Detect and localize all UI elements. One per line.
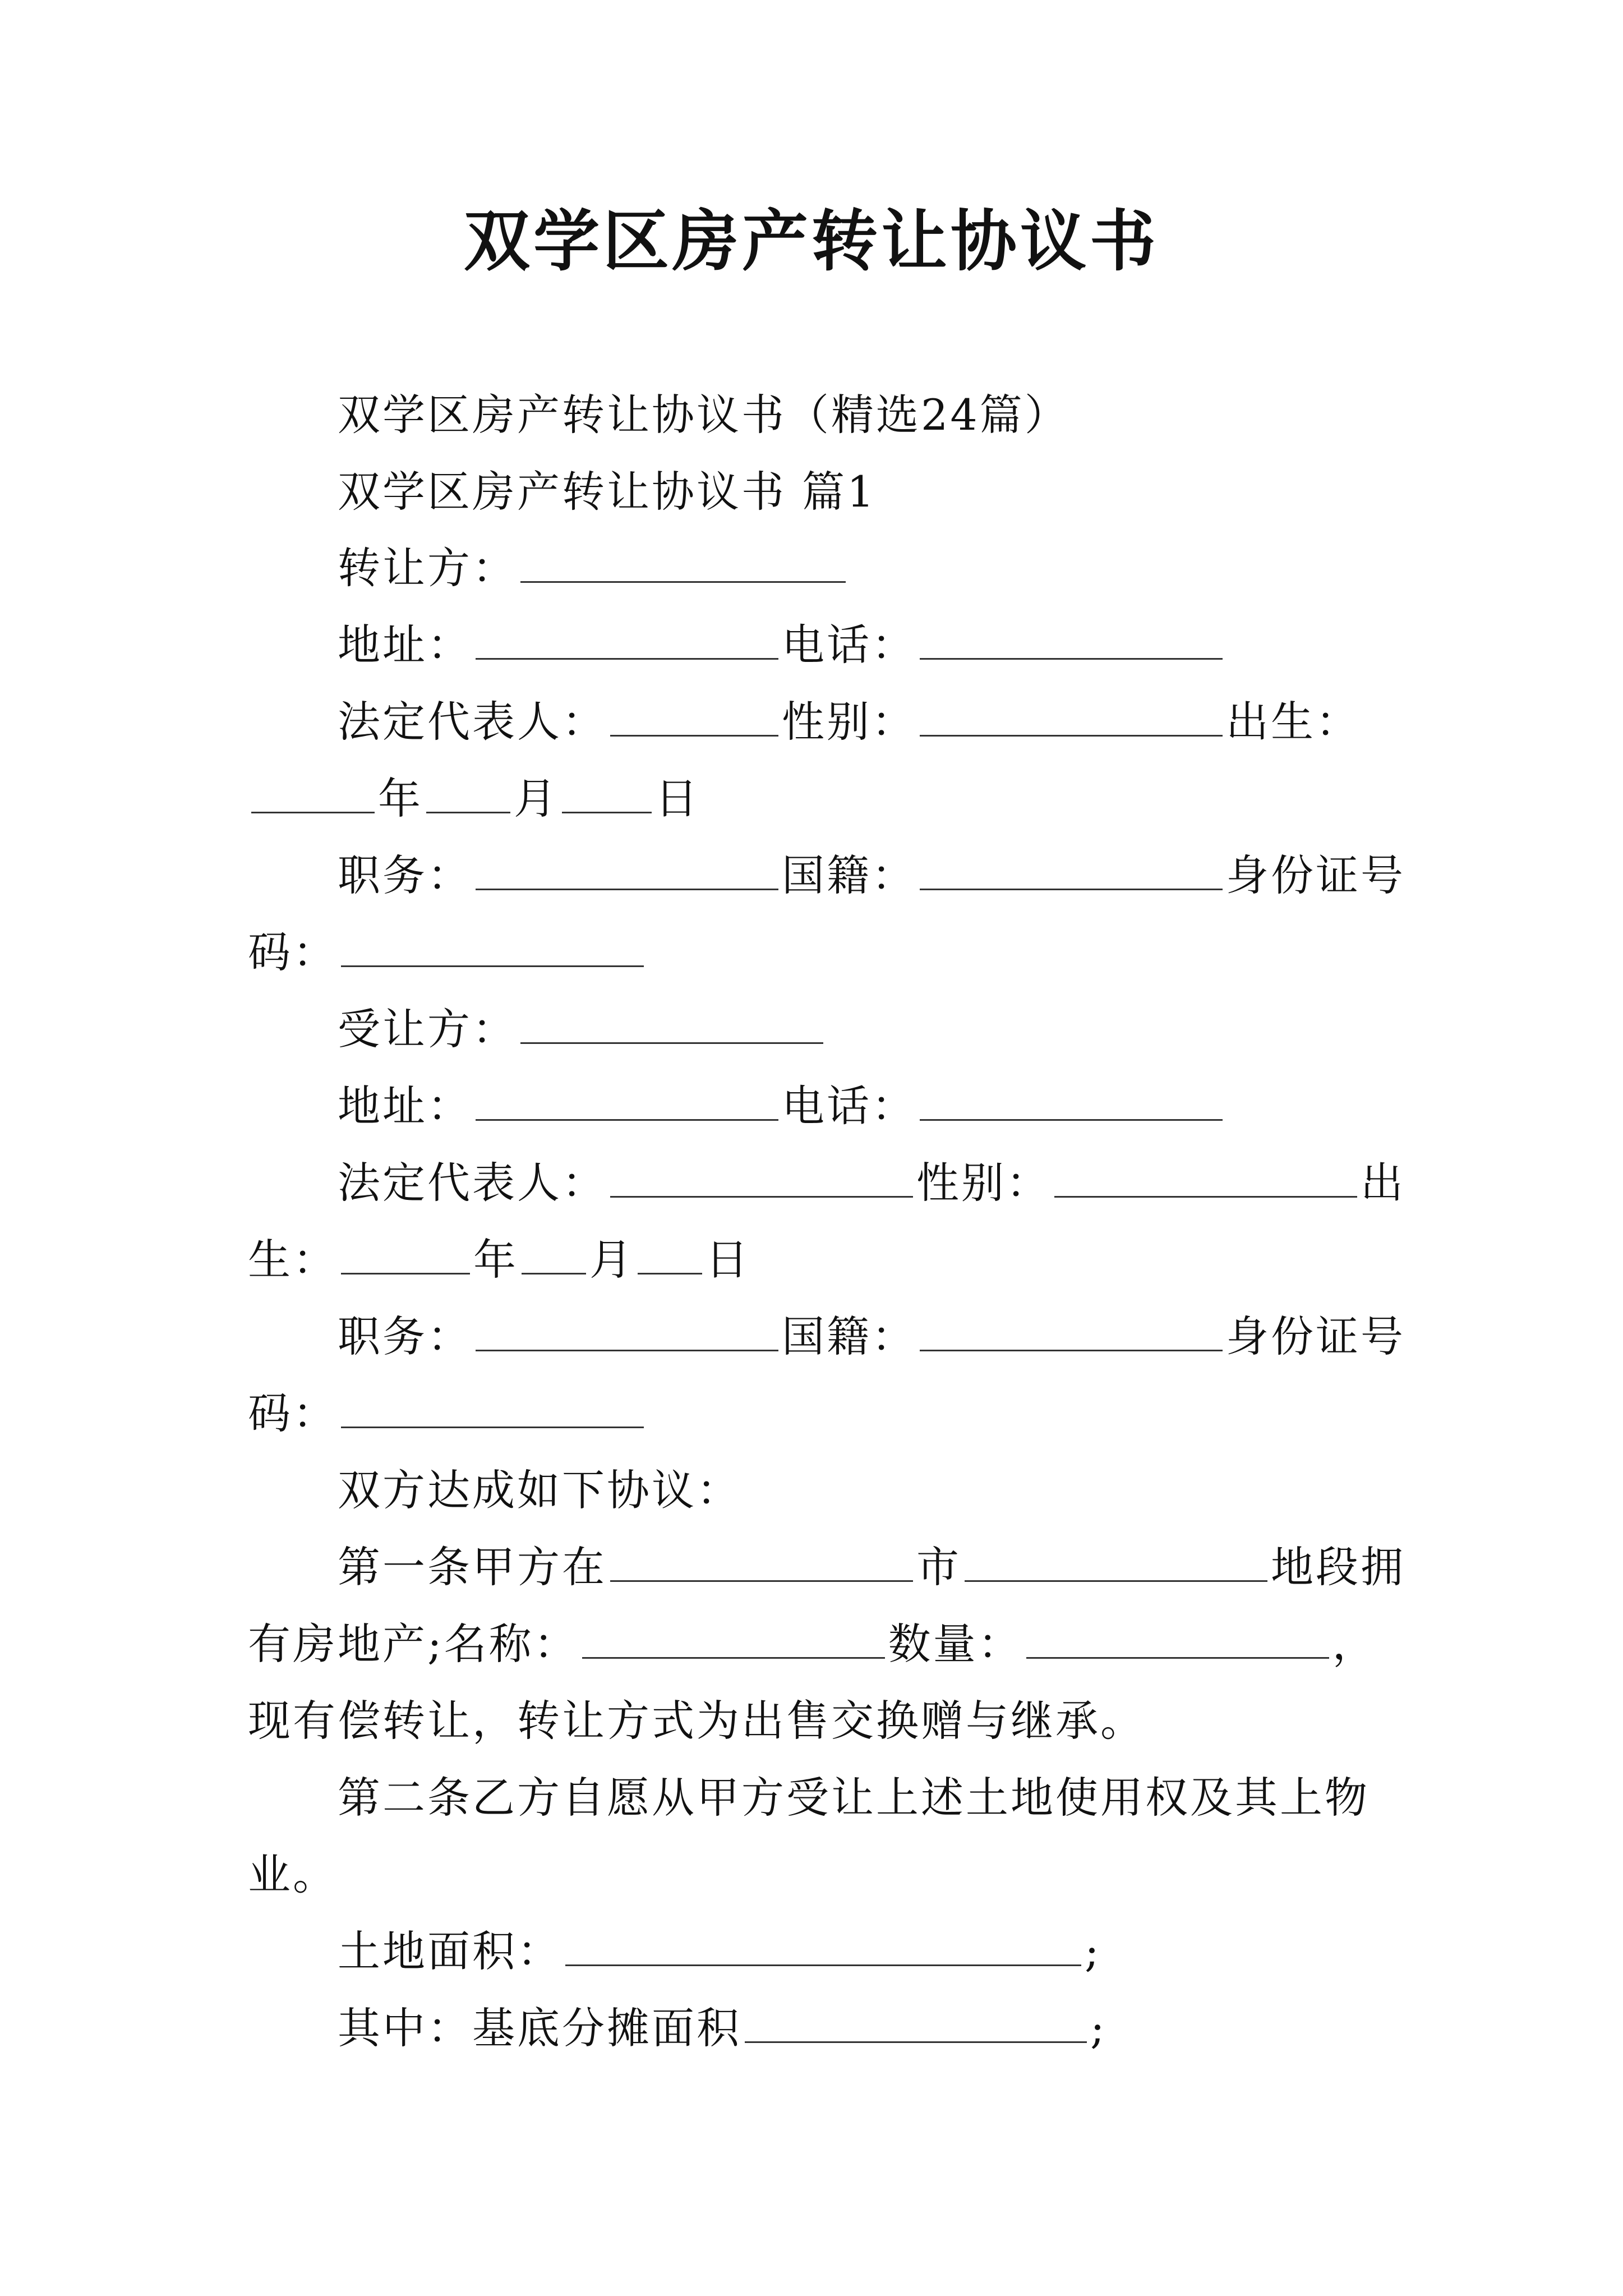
transferor-line	[338, 537, 849, 599]
transferee-rep-line	[338, 1152, 1405, 1214]
article-1-text: 第一条甲方在	[338, 1542, 607, 1592]
transferor-rep-line	[338, 691, 1361, 753]
agreement-intro: 双方达成如下协议：	[338, 1465, 741, 1515]
name-blank[interactable]	[582, 1616, 885, 1659]
land-area-label: 土地面积：	[338, 1926, 562, 1976]
day-blank[interactable]	[638, 1231, 702, 1274]
month-label: 月	[589, 1235, 634, 1285]
transferee-label: 受让方：	[338, 1004, 517, 1054]
position-blank[interactable]	[476, 1308, 778, 1351]
section-heading: 双学区房产转让协议书 篇1	[338, 467, 877, 517]
nationality-label: 国籍：	[782, 850, 916, 900]
legal-rep-blank[interactable]	[610, 1154, 913, 1198]
qty-blank[interactable]	[1026, 1616, 1329, 1659]
phone-blank[interactable]	[920, 1078, 1223, 1121]
id-blank[interactable]	[341, 924, 644, 967]
month-label: 月	[514, 774, 559, 823]
article-1-line-3: 现有偿转让，转让方式为出售交换赠与继承。	[248, 1696, 1145, 1746]
position-blank[interactable]	[476, 847, 778, 890]
day-label: 日	[706, 1235, 750, 1285]
transferee-position-line	[338, 1306, 1405, 1368]
transferor-address-line	[338, 614, 1226, 676]
position-label: 职务：	[338, 850, 472, 900]
document-title: 双学区房产转让协议书	[463, 202, 1159, 280]
transferee-blank[interactable]	[520, 1001, 823, 1044]
city-label: 市	[916, 1542, 961, 1592]
gender-label: 性别：	[916, 1158, 1051, 1208]
id-label: 身份证号	[1226, 1312, 1405, 1361]
year-blank[interactable]	[341, 1231, 470, 1274]
nationality-blank[interactable]	[920, 847, 1223, 890]
transferee-address-line	[338, 1075, 1226, 1137]
article-2-line-2: 业。	[248, 1849, 338, 1899]
comma: ，	[1332, 1619, 1377, 1669]
birth-label-cont: 生：	[248, 1235, 338, 1285]
month-blank[interactable]	[426, 770, 510, 813]
gender-blank[interactable]	[920, 693, 1223, 737]
position-label: 职务：	[338, 1312, 472, 1361]
day-blank[interactable]	[562, 770, 652, 813]
base-area-label: 其中：基底分摊面积	[338, 2003, 741, 2053]
id-label: 身份证号	[1226, 850, 1405, 900]
city-blank[interactable]	[610, 1539, 913, 1582]
id-label-cont: 码：	[248, 927, 338, 977]
transferor-birthdate-line	[248, 768, 700, 830]
month-blank[interactable]	[522, 1231, 586, 1274]
transferor-label: 转让方：	[338, 543, 517, 593]
birth-label: 出生：	[1226, 697, 1361, 747]
base-area-blank[interactable]	[745, 2000, 1087, 2043]
transferee-birthdate-line	[248, 1229, 750, 1291]
article-1-line-1	[338, 1536, 1405, 1598]
transferee-line	[338, 999, 827, 1060]
subtitle: 双学区房产转让协议书（精选24篇）	[338, 390, 1069, 440]
id-blank[interactable]	[341, 1385, 644, 1428]
section-label: 地段拥	[1271, 1542, 1405, 1592]
address-blank[interactable]	[476, 1078, 778, 1121]
base-area-line	[338, 1998, 1107, 2059]
year-label: 年	[378, 774, 423, 823]
legal-rep-label: 法定代表人：	[338, 697, 607, 747]
phone-label: 电话：	[782, 620, 916, 670]
phone-label: 电话：	[782, 1081, 916, 1131]
land-area-blank[interactable]	[565, 1923, 1081, 1966]
transferor-blank[interactable]	[520, 540, 846, 583]
legal-rep-label: 法定代表人：	[338, 1158, 607, 1208]
article-1-line-2	[248, 1613, 1377, 1675]
land-area-line	[338, 1921, 1101, 1982]
name-label: 有房地产;名称：	[248, 1619, 579, 1669]
nationality-blank[interactable]	[920, 1308, 1223, 1351]
address-label: 地址：	[338, 1081, 472, 1131]
transferee-id-line	[248, 1383, 647, 1444]
legal-rep-blank[interactable]	[610, 693, 778, 737]
gender-label: 性别：	[782, 697, 916, 747]
phone-blank[interactable]	[920, 616, 1223, 660]
nationality-label: 国籍：	[782, 1312, 916, 1361]
id-label-cont: 码：	[248, 1388, 338, 1438]
year-blank[interactable]	[251, 770, 375, 813]
semicolon: ;	[1085, 1926, 1101, 1976]
gender-blank[interactable]	[1054, 1154, 1357, 1198]
birth-label: 出	[1361, 1158, 1405, 1208]
transferor-id-line	[248, 922, 647, 983]
qty-label: 数量：	[888, 1619, 1023, 1669]
transferor-position-line	[338, 845, 1405, 907]
article-2-line-1: 第二条乙方自愿从甲方受让上述土地使用权及其上物	[338, 1773, 1370, 1823]
semicolon: ;	[1090, 2003, 1107, 2053]
section-blank[interactable]	[965, 1539, 1267, 1582]
address-blank[interactable]	[476, 616, 778, 660]
address-label: 地址：	[338, 620, 472, 670]
day-label: 日	[655, 774, 700, 823]
year-label: 年	[473, 1235, 518, 1285]
